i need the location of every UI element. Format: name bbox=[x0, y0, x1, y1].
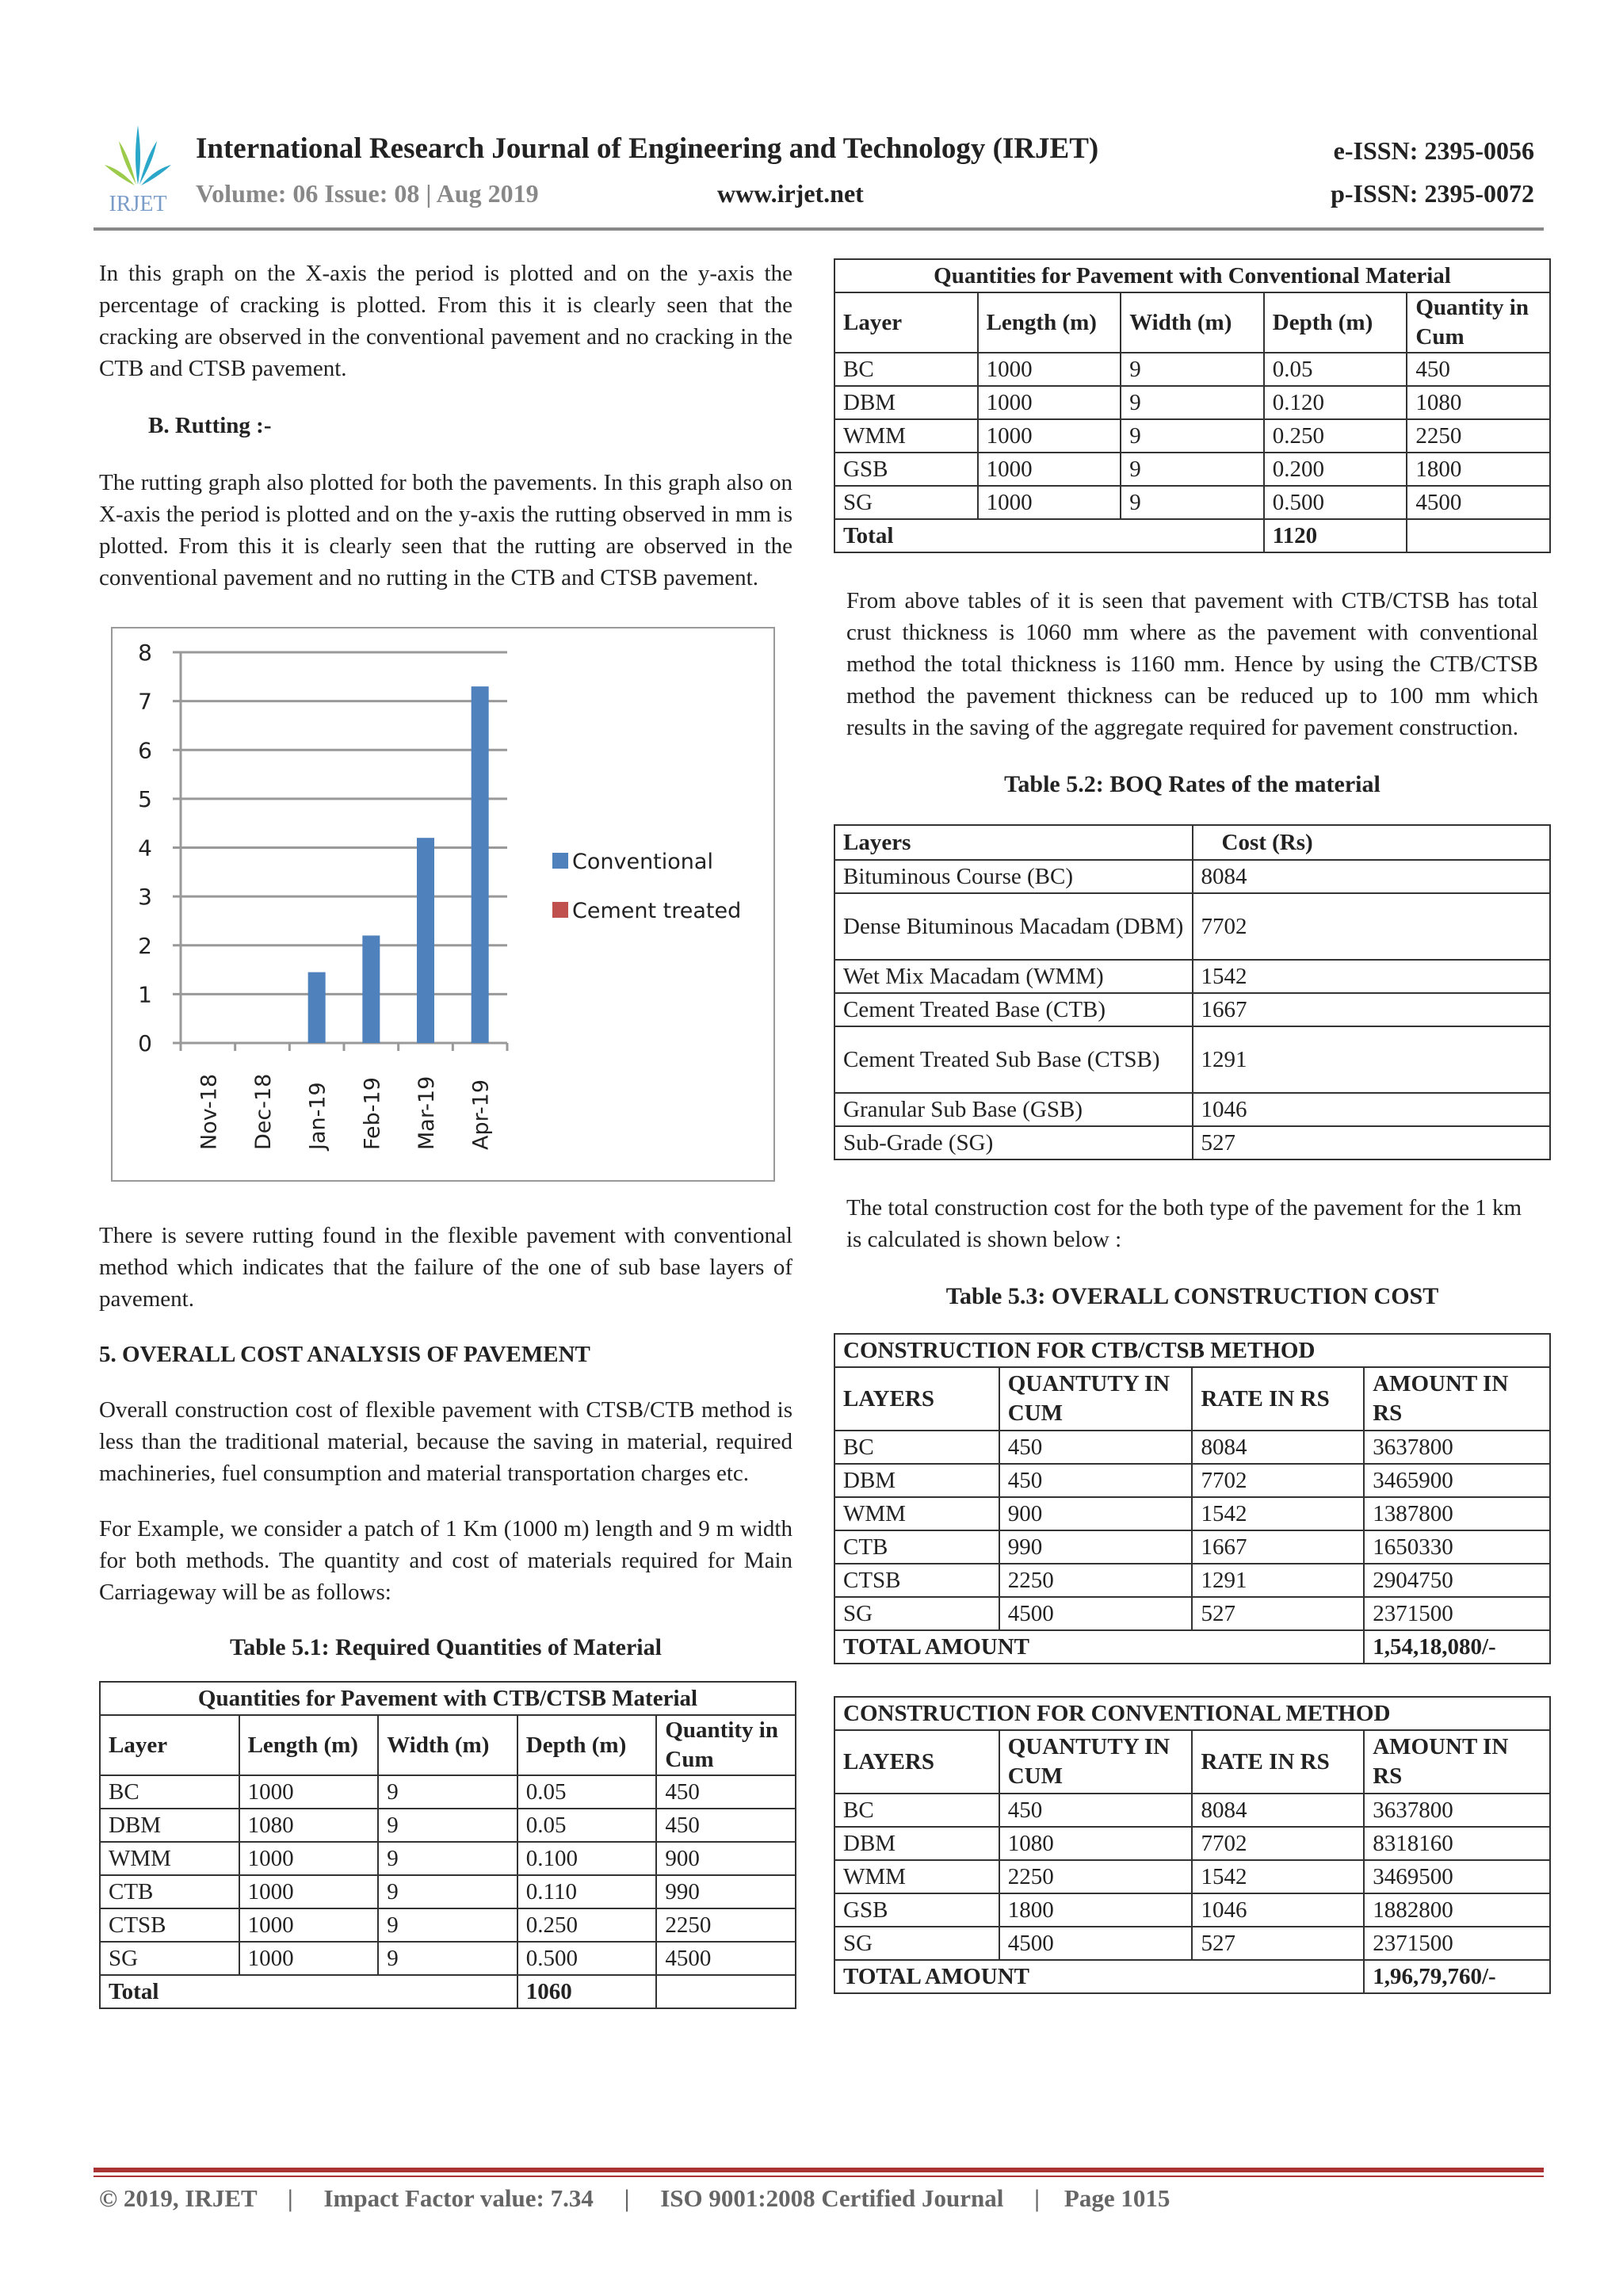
x-tick-label: Apr-19 bbox=[468, 1079, 494, 1150]
table-row bbox=[100, 1942, 796, 1975]
table-row bbox=[834, 960, 1550, 993]
eissn: e-ISSN: 2395-0056 bbox=[1333, 136, 1534, 165]
table-cell: CTSB bbox=[834, 1564, 999, 1597]
table-cell: 1000 bbox=[239, 1775, 379, 1809]
table-cell: 1800 bbox=[999, 1893, 1193, 1927]
table-cell: 2250 bbox=[1407, 419, 1550, 453]
table-row bbox=[834, 453, 1550, 486]
paragraph-overall-cost: Overall construction cost of flexible pavement with CTSB/CTB method is less than the traditional material, because the saving in material, required machineries, fuel consumption and material transportation charges etc. bbox=[99, 1397, 792, 1486]
table-cell: 0.05 bbox=[1264, 353, 1407, 386]
table-row bbox=[834, 1893, 1550, 1927]
table-cell: 2371500 bbox=[1364, 1927, 1550, 1960]
legend-label: Conventional bbox=[572, 850, 713, 874]
table-cell: 1291 bbox=[1192, 1564, 1364, 1597]
y-tick-label: 0 bbox=[138, 1030, 152, 1056]
table-cell: DBM bbox=[834, 1464, 999, 1497]
header-rule bbox=[94, 227, 1544, 231]
table-cell: 0.110 bbox=[517, 1875, 657, 1908]
table-cell: 900 bbox=[999, 1497, 1193, 1530]
table-cell: 990 bbox=[999, 1530, 1193, 1564]
table-cell: WMM bbox=[834, 1497, 999, 1530]
table-row bbox=[834, 419, 1550, 453]
table-cell: BC bbox=[100, 1775, 239, 1809]
table-cell: BC bbox=[834, 1794, 999, 1827]
table-row bbox=[834, 893, 1550, 960]
table-row bbox=[834, 353, 1550, 386]
table-cell: 9 bbox=[378, 1875, 517, 1908]
bar-conventional bbox=[308, 972, 326, 1043]
table-cell: CTB bbox=[100, 1875, 239, 1908]
table-title: Quantities for Pavement with Conventional Material bbox=[834, 259, 1550, 292]
layer-name: Bituminous Course (BC) bbox=[834, 860, 1193, 893]
table-title: CONSTRUCTION FOR CONVENTIONAL METHOD bbox=[834, 1697, 1550, 1730]
table-cell: 450 bbox=[999, 1464, 1193, 1497]
table51-caption: Table 5.1: Required Quantities of Material bbox=[230, 1634, 662, 1660]
table-row bbox=[834, 1497, 1550, 1530]
svg-text:IRJET: IRJET bbox=[109, 192, 167, 216]
y-tick-label: 1 bbox=[138, 981, 152, 1008]
column-header: LAYERS bbox=[834, 1367, 999, 1431]
paragraph-total-cost: The total construction cost for the both type of the pavement for the 1 km is calculated is shown below : bbox=[846, 1195, 1522, 1252]
right-column bbox=[834, 258, 1551, 1994]
table-cell: 2371500 bbox=[1364, 1597, 1550, 1630]
table-row bbox=[834, 1794, 1550, 1827]
table-cell: 1000 bbox=[239, 1942, 379, 1975]
table-ctb-quantities bbox=[99, 1681, 796, 2009]
table-row bbox=[834, 1126, 1550, 1159]
table-cell: CTSB bbox=[100, 1908, 239, 1942]
table-row bbox=[834, 993, 1550, 1026]
column-header: QUANTUTY IN CUM bbox=[999, 1367, 1193, 1431]
table-cell: WMM bbox=[100, 1842, 239, 1875]
layer-name: Cement Treated Base (CTB) bbox=[834, 993, 1193, 1026]
table-cell: 9 bbox=[1121, 353, 1264, 386]
column-header: AMOUNT IN RS bbox=[1364, 1730, 1550, 1794]
table-cell: DBM bbox=[834, 1827, 999, 1860]
table-cell: 1046 bbox=[1192, 1893, 1364, 1927]
y-tick-label: 8 bbox=[138, 640, 152, 666]
column-header: Layer bbox=[100, 1715, 239, 1775]
table-cell: 1000 bbox=[978, 386, 1121, 419]
legend-swatch bbox=[552, 853, 568, 869]
bar-conventional bbox=[472, 686, 489, 1043]
pissn: p-ISSN: 2395-0072 bbox=[1331, 179, 1534, 208]
table-cell: 0.05 bbox=[517, 1775, 657, 1809]
table-cell: 2250 bbox=[999, 1564, 1193, 1597]
column-header: AMOUNT IN RS bbox=[1364, 1367, 1550, 1431]
column-header: Width (m) bbox=[378, 1715, 517, 1775]
copyright: © 2019, IRJET bbox=[99, 2184, 258, 2212]
table-row bbox=[100, 1875, 796, 1908]
irjet-logo bbox=[95, 117, 181, 216]
table-cell: 4500 bbox=[1407, 486, 1550, 519]
table-title: Quantities for Pavement with CTB/CTSB Material bbox=[100, 1682, 796, 1715]
layer-name: Dense Bituminous Macadam (DBM) bbox=[834, 893, 1193, 960]
table-cell: 1000 bbox=[239, 1908, 379, 1942]
table-cell: 3637800 bbox=[1364, 1431, 1550, 1464]
table-cell: 0.250 bbox=[517, 1908, 657, 1942]
table-cell: 1000 bbox=[239, 1842, 379, 1875]
table-cell: 8318160 bbox=[1364, 1827, 1550, 1860]
section-heading-cost: 5. OVERALL COST ANALYSIS OF PAVEMENT bbox=[99, 1342, 590, 1367]
table-cell: 900 bbox=[656, 1842, 796, 1875]
table-cell: 527 bbox=[1192, 1927, 1364, 1960]
table-cell: 1882800 bbox=[1364, 1893, 1550, 1927]
table-cell: 1542 bbox=[1192, 1497, 1364, 1530]
total-value: 1,96,79,760/- bbox=[1364, 1960, 1550, 1993]
table-cell: 9 bbox=[1121, 453, 1264, 486]
paragraph-example: For Example, we consider a patch of 1 Km (1000 m) length and 9 m width for both methods. The quantity and cost of materials required for Main Carriageway will be as follows: bbox=[99, 1516, 792, 1605]
table-cell: 2250 bbox=[656, 1908, 796, 1942]
table-cell: 1000 bbox=[239, 1875, 379, 1908]
table-cell: 9 bbox=[378, 1908, 517, 1942]
cost-value: 8084 bbox=[1193, 860, 1551, 893]
total-value: 1060 bbox=[517, 1975, 657, 2008]
table-cell: 3465900 bbox=[1364, 1464, 1550, 1497]
table-cell: 1542 bbox=[1192, 1860, 1364, 1893]
table-cell: 450 bbox=[999, 1431, 1193, 1464]
table-row bbox=[834, 486, 1550, 519]
paragraph-severe-rutting: There is severe rutting found in the flexible pavement with conventional method which indicates that the failure of the one of sub base layers of pavement. bbox=[99, 1223, 792, 1312]
cost-value: 527 bbox=[1193, 1126, 1551, 1159]
table-title: CONSTRUCTION FOR CTB/CTSB METHOD bbox=[834, 1334, 1550, 1367]
table-cell: 0.200 bbox=[1264, 453, 1407, 486]
left-column bbox=[99, 258, 792, 2009]
table-cell: WMM bbox=[834, 419, 978, 453]
table-cell: 9 bbox=[378, 1842, 517, 1875]
table-cell: 990 bbox=[656, 1875, 796, 1908]
table-cell: 7702 bbox=[1192, 1827, 1364, 1860]
table-row bbox=[834, 1530, 1550, 1564]
table-conventional-quantities bbox=[834, 258, 1551, 553]
table-cell: BC bbox=[834, 353, 978, 386]
table-cell: 1080 bbox=[999, 1827, 1193, 1860]
column-header: Width (m) bbox=[1121, 292, 1264, 353]
x-tick-label: Nov-18 bbox=[197, 1073, 222, 1150]
table-row bbox=[834, 386, 1550, 419]
table-cell: CTB bbox=[834, 1530, 999, 1564]
column-header: Depth (m) bbox=[1264, 292, 1407, 353]
table-cell: 450 bbox=[656, 1775, 796, 1809]
paragraph-cracking: In this graph on the X-axis the period is plotted and on the y-axis the percentage of cracking is plotted. From this it is clearly seen that the cracking are observed in the conventional pavement and no cracking in the CTB and CTSB pavement. bbox=[99, 261, 792, 381]
x-tick-label: Dec-18 bbox=[251, 1073, 276, 1150]
y-tick-label: 4 bbox=[138, 835, 152, 861]
table-row bbox=[834, 1827, 1550, 1860]
table-row bbox=[834, 860, 1550, 893]
table-cell: DBM bbox=[100, 1809, 239, 1842]
separator: | bbox=[287, 2184, 293, 2212]
table-cell: 9 bbox=[378, 1942, 517, 1975]
x-tick-label: Jan-19 bbox=[305, 1082, 330, 1150]
table-cell: SG bbox=[834, 1927, 999, 1960]
table52-caption: Table 5.2: BOQ Rates of the material bbox=[1004, 771, 1381, 797]
journal-title: International Research Journal of Engineering and Technology (IRJET) bbox=[196, 132, 1099, 165]
website-link[interactable]: www.irjet.net bbox=[717, 179, 864, 208]
column-header: Quantity in Cum bbox=[1407, 292, 1550, 353]
table-cell: 0.100 bbox=[517, 1842, 657, 1875]
column-header: Cost (Rs) bbox=[1193, 825, 1551, 860]
table-row bbox=[834, 1026, 1550, 1093]
y-tick-label: 3 bbox=[138, 884, 152, 911]
table-cell: DBM bbox=[834, 386, 978, 419]
table-cell: 1000 bbox=[978, 353, 1121, 386]
column-header: Layers bbox=[834, 825, 1193, 860]
table-cost-ctb bbox=[834, 1333, 1551, 1664]
table-row bbox=[834, 1927, 1550, 1960]
layer-name: Sub-Grade (SG) bbox=[834, 1126, 1193, 1159]
cost-value: 1542 bbox=[1193, 960, 1551, 993]
column-header: LAYERS bbox=[834, 1730, 999, 1794]
paragraph-rutting: The rutting graph also plotted for both the pavements. In this graph also on X-axis the period is plotted and on the y-axis the rutting observed in mm is plotted. From this it is clearly seen that the rutting are observed in the conventional pavement and no rutting in the CTB and CTSB pavement. bbox=[99, 470, 792, 590]
table-cell: 0.250 bbox=[1264, 419, 1407, 453]
column-header: QUANTUTY IN CUM bbox=[999, 1730, 1193, 1794]
separator: | bbox=[1034, 2184, 1040, 2212]
table-row bbox=[100, 1775, 796, 1809]
column-header: RATE IN RS bbox=[1192, 1730, 1364, 1794]
footer-rule-thin bbox=[94, 2176, 1544, 2177]
table-cell: SG bbox=[834, 1597, 999, 1630]
table-cell: 8084 bbox=[1192, 1431, 1364, 1464]
table-cost-conventional bbox=[834, 1696, 1551, 1994]
table-cell: 1387800 bbox=[1364, 1497, 1550, 1530]
table-cell: 450 bbox=[656, 1809, 796, 1842]
table-cell: 8084 bbox=[1192, 1794, 1364, 1827]
table-cell: 0.05 bbox=[517, 1809, 657, 1842]
table-cell: 2904750 bbox=[1364, 1564, 1550, 1597]
table-cell: GSB bbox=[834, 453, 978, 486]
table-cell: 1667 bbox=[1192, 1530, 1364, 1564]
table-cell: 9 bbox=[378, 1775, 517, 1809]
table-cell: 1000 bbox=[978, 486, 1121, 519]
y-tick-label: 7 bbox=[138, 688, 152, 715]
legend-label: Cement treated bbox=[572, 899, 742, 923]
table-cell: 1800 bbox=[1407, 453, 1550, 486]
table-row bbox=[834, 1564, 1550, 1597]
table-row bbox=[100, 1842, 796, 1875]
x-tick-label: Mar-19 bbox=[414, 1075, 439, 1150]
column-header: Length (m) bbox=[239, 1715, 379, 1775]
heading-rutting: B. Rutting :- bbox=[148, 413, 272, 438]
table-cell: 1000 bbox=[978, 419, 1121, 453]
legend-swatch bbox=[552, 902, 568, 918]
table-cell: 527 bbox=[1192, 1597, 1364, 1630]
total-label: Total bbox=[100, 1975, 517, 2008]
cost-value: 1291 bbox=[1193, 1026, 1551, 1093]
column-header: RATE IN RS bbox=[1192, 1367, 1364, 1431]
table-cell: 3637800 bbox=[1364, 1794, 1550, 1827]
table-cell: 2250 bbox=[999, 1860, 1193, 1893]
table-cell: 450 bbox=[1407, 353, 1550, 386]
table-cell: 9 bbox=[1121, 419, 1264, 453]
table-cell: 450 bbox=[999, 1794, 1193, 1827]
y-tick-label: 2 bbox=[138, 932, 152, 959]
table-cell: 3469500 bbox=[1364, 1860, 1550, 1893]
paragraph-thickness: From above tables of it is seen that pavement with CTB/CTSB has total crust thickness is 1060 mm where as the pavement with conventional method the total thickness is 1160 mm. Hence by using the CTB/CTSB method the pavement thickness can be reduced up to 100 mm which results in the saving of the aggregate required for pavement construction. bbox=[846, 588, 1538, 740]
table-cell: 9 bbox=[378, 1809, 517, 1842]
table-cell: GSB bbox=[834, 1893, 999, 1927]
column-header: Depth (m) bbox=[517, 1715, 657, 1775]
table-row bbox=[834, 1431, 1550, 1464]
cost-value: 1667 bbox=[1193, 993, 1551, 1026]
bar-conventional bbox=[417, 838, 434, 1043]
layer-name: Cement Treated Sub Base (CTSB) bbox=[834, 1026, 1193, 1093]
table-cell: 1080 bbox=[1407, 386, 1550, 419]
footer bbox=[99, 2184, 1170, 2213]
table-row bbox=[834, 1464, 1550, 1497]
y-tick-label: 5 bbox=[138, 785, 152, 812]
total-label: Total bbox=[834, 519, 1264, 552]
table-cell: 9 bbox=[1121, 386, 1264, 419]
table-cell: 1080 bbox=[239, 1809, 379, 1842]
table-cell: SG bbox=[834, 486, 978, 519]
table-cell: 1000 bbox=[978, 453, 1121, 486]
table-cell: 1650330 bbox=[1364, 1530, 1550, 1564]
total-value: 1120 bbox=[1264, 519, 1407, 552]
layer-name: Granular Sub Base (GSB) bbox=[834, 1093, 1193, 1126]
table-boq-rates bbox=[834, 824, 1551, 1160]
cost-value: 7702 bbox=[1193, 893, 1551, 960]
table-cell: 4500 bbox=[999, 1597, 1193, 1630]
separator: | bbox=[624, 2184, 630, 2212]
table53-caption: Table 5.3: OVERALL CONSTRUCTION COST bbox=[945, 1283, 1439, 1309]
table-row bbox=[100, 1809, 796, 1842]
table-cell: 0.500 bbox=[517, 1942, 657, 1975]
rutting-chart bbox=[111, 627, 775, 1182]
cost-value: 1046 bbox=[1193, 1093, 1551, 1126]
table-cell: SG bbox=[100, 1942, 239, 1975]
volume-issue: Volume: 06 Issue: 08 | Aug 2019 bbox=[196, 179, 539, 208]
y-tick-label: 6 bbox=[138, 737, 152, 764]
total-label: TOTAL AMOUNT bbox=[834, 1630, 1364, 1664]
footer-rule bbox=[94, 2168, 1544, 2172]
column-header: Layer bbox=[834, 292, 978, 353]
bar-conventional bbox=[362, 935, 380, 1043]
impact-factor: Impact Factor value: 7.34 bbox=[323, 2184, 594, 2212]
table-row bbox=[834, 1860, 1550, 1893]
table-cell: 0.120 bbox=[1264, 386, 1407, 419]
table-row bbox=[100, 1908, 796, 1942]
iso-cert: ISO 9001:2008 Certified Journal bbox=[660, 2184, 1004, 2212]
table-row bbox=[834, 1093, 1550, 1126]
table-cell: 4500 bbox=[656, 1942, 796, 1975]
column-header: Length (m) bbox=[978, 292, 1121, 353]
layer-name: Wet Mix Macadam (WMM) bbox=[834, 960, 1193, 993]
table-cell: 0.500 bbox=[1264, 486, 1407, 519]
table-row bbox=[834, 1597, 1550, 1630]
table-cell: WMM bbox=[834, 1860, 999, 1893]
table-cell: 9 bbox=[1121, 486, 1264, 519]
table-cell: 4500 bbox=[999, 1927, 1193, 1960]
total-value: 1,54,18,080/- bbox=[1364, 1630, 1550, 1664]
table-cell: BC bbox=[834, 1431, 999, 1464]
column-header: Quantity in Cum bbox=[656, 1715, 796, 1775]
total-label: TOTAL AMOUNT bbox=[834, 1960, 1364, 1993]
x-tick-label: Feb-19 bbox=[360, 1077, 385, 1150]
page-number: Page 1015 bbox=[1064, 2184, 1170, 2212]
table-cell: 7702 bbox=[1192, 1464, 1364, 1497]
